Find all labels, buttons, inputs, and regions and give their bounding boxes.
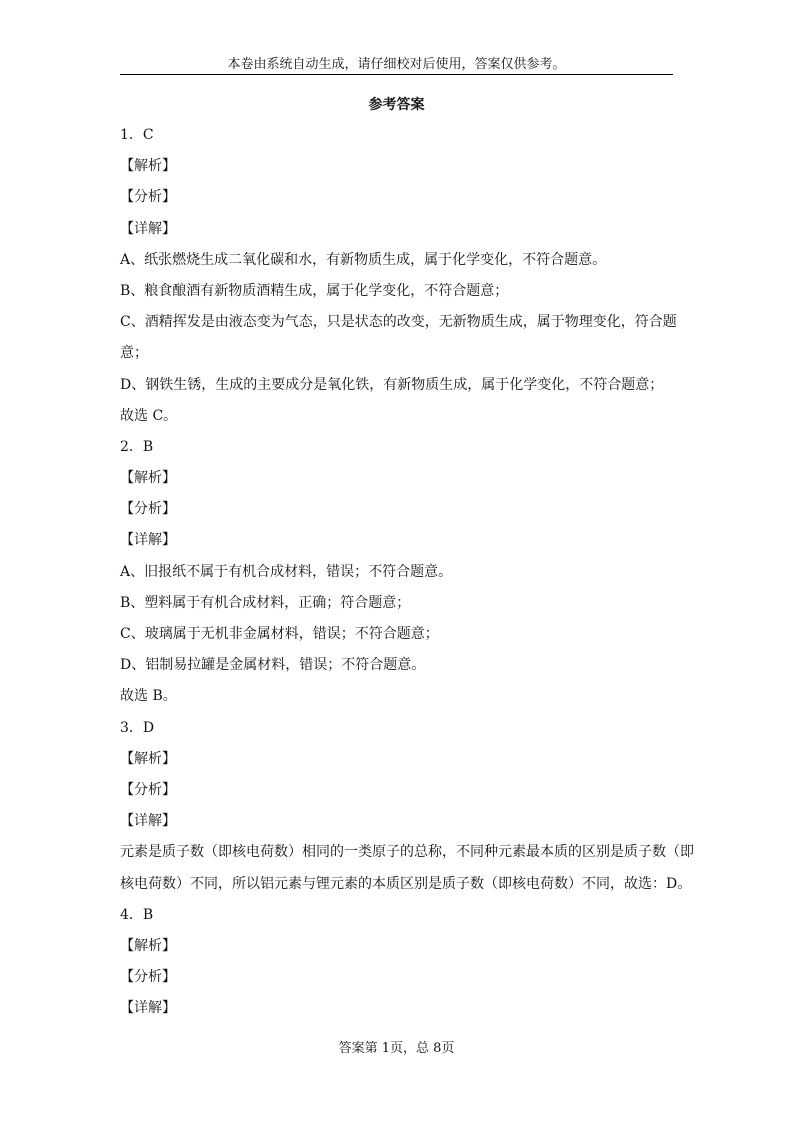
answer-line: 【详解】 <box>120 532 176 549</box>
answer-line: 【分析】 <box>120 189 176 206</box>
answer-line: D、铝制易拉罐是金属材料，错误；不符合题意。 <box>120 657 426 674</box>
answer-line: 2．B <box>120 438 154 455</box>
answer-line: 4．B <box>120 906 154 923</box>
page-title: 参考答案 <box>368 97 425 113</box>
answer-line: C、玻璃属于无机非金属材料，错误；不符合题意； <box>120 626 439 642</box>
page-footer: 答案第 1页，总 8页 <box>338 1041 455 1056</box>
answer-line: 【解析】 <box>120 470 176 487</box>
answer-line: 故选 C。 <box>120 407 178 424</box>
answer-line: 意； <box>120 345 148 362</box>
answer-line: 【解析】 <box>120 937 176 954</box>
answer-line: 元素是质子数（即核电荷数）相同的一类原子的总称，不同种元素最本质的区别是质子数（即 <box>120 844 694 861</box>
answer-line: C、酒精挥发是由液态变为气态，只是状态的改变，无新物质生成，属于物理变化，符合题 <box>120 314 677 331</box>
answer-line: B、粮食酿酒有新物质酒精生成，属于化学变化，不符合题意； <box>120 282 509 299</box>
answer-content <box>120 120 694 1024</box>
answer-line: 【详解】 <box>120 220 176 237</box>
answer-line: 核电荷数）不同，所以铝元素与锂元素的本质区别是质子数（即核电荷数）不同，故选：D。 <box>120 875 692 892</box>
answer-line: 3．D <box>120 719 155 736</box>
answer-line: 【分析】 <box>120 501 176 518</box>
header-divider <box>120 74 673 75</box>
answer-line: A、旧报纸不属于有机合成材料，错误；不符合题意。 <box>120 563 453 580</box>
answer-line: 【分析】 <box>120 781 176 798</box>
answer-line: 【详解】 <box>120 813 176 830</box>
answer-line: D、钢铁生锈，生成的主要成分是氧化铁，有新物质生成，属于化学变化，不符合题意； <box>120 376 664 393</box>
answer-line: 【解析】 <box>120 750 176 767</box>
answer-line: A、纸张燃烧生成二氧化碳和水，有新物质生成，属于化学变化，不符合题意。 <box>120 251 607 268</box>
answer-line: 1．C <box>120 127 154 143</box>
answer-line: 【解析】 <box>120 158 176 175</box>
answer-line: 【分析】 <box>120 969 176 986</box>
answer-line: 故选 B。 <box>120 688 177 705</box>
answer-line: B、塑料属于有机合成材料，正确；符合题意； <box>120 594 411 611</box>
header-notice: 本卷由系统自动生成，请仔细校对后使用，答案仅供参考。 <box>227 57 566 72</box>
answer-line: 【详解】 <box>120 1000 176 1017</box>
